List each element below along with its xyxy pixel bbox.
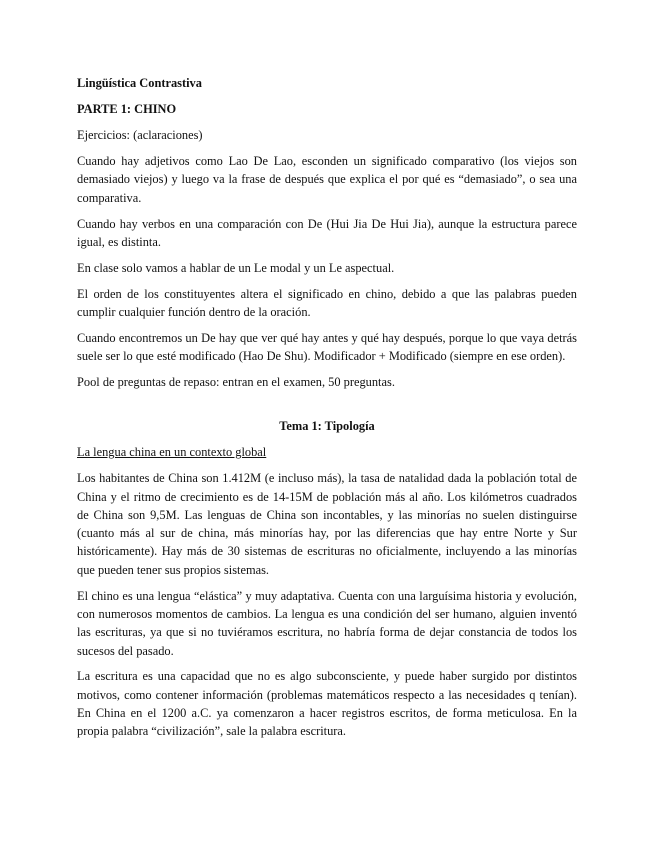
paragraph: Cuando hay verbos en una comparación con De (Hui Jia De Hui Jia), aunque la estructura parece igual, es distinta. bbox=[77, 216, 577, 249]
page-content bbox=[77, 74, 577, 748]
paragraph: Cuando encontremos un De hay que ver qué hay antes y qué hay después, porque lo que vaya detrás suele ser lo que esté modificado (Hao De Shu). Modificador + Modificado (siempre en ese orden). bbox=[77, 330, 577, 364]
part-heading: PARTE 1: CHINO bbox=[77, 102, 177, 117]
paragraph: La escritura es una capacidad que no es algo subconsciente, y puede haber surgido por distintos motivos, como contener información (problemas matemáticos respecto a las necesidades q tenían). En China en el 1200 a.C. ya comenzaron a hacer registros escritos, de forma meticulosa. En la propia palabra “civilización”, sale la palabra escritura. bbox=[77, 669, 577, 739]
paragraph: Cuando hay adjetivos como Lao De Lao, esconden un significado comparativo (los viejos son demasiado viejos) y luego va la frase de después que explica el por qué es “demasiado”, o sea una comparativa. bbox=[77, 154, 577, 205]
paragraph: Ejercicios: (aclaraciones) bbox=[77, 128, 203, 143]
document-title: Lingüística Contrastiva bbox=[77, 76, 202, 90]
subsection-heading: La lengua china en un contexto global bbox=[77, 445, 267, 460]
paragraph: En clase solo vamos a hablar de un Le modal y un Le aspectual. bbox=[77, 260, 395, 275]
paragraph: Pool de preguntas de repaso: entran en el examen, 50 preguntas. bbox=[77, 375, 395, 390]
paragraph: El chino es una lengua “elástica” y muy adaptativa. Cuenta con una larguísima historia y evolución, con numerosos momentos de cambios. La lengua es una condición del ser humano, alguien inventó las escrituras, ya que si no tuviéramos escritura, no habría forma de dejar constancia de todos los sucesos del pasado. bbox=[77, 588, 577, 658]
paragraph: Los habitantes de China son 1.412M (e incluso más), la tasa de natalidad dada la población total de China y el ritmo de crecimiento es de 14-15M de población más al año. Los kilómetros cuadrados de China son 9,5M. Las lenguas de China son incontables, y las minorías no suelen distinguirse (cuanto más al sur de china, más minorías hay, por las diferencias que hay entre Norte y Sur históricamente). Hay más de 30 sistemas de escrituras no oficialmente, incluyendo a las minorías que pueden tener sus propios sistemas. bbox=[77, 471, 577, 577]
section-heading: Tema 1: Tipología bbox=[279, 419, 375, 434]
paragraph: El orden de los constituyentes altera el significado en chino, debido a que las palabras pueden cumplir cualquier función dentro de la oración. bbox=[77, 286, 577, 319]
